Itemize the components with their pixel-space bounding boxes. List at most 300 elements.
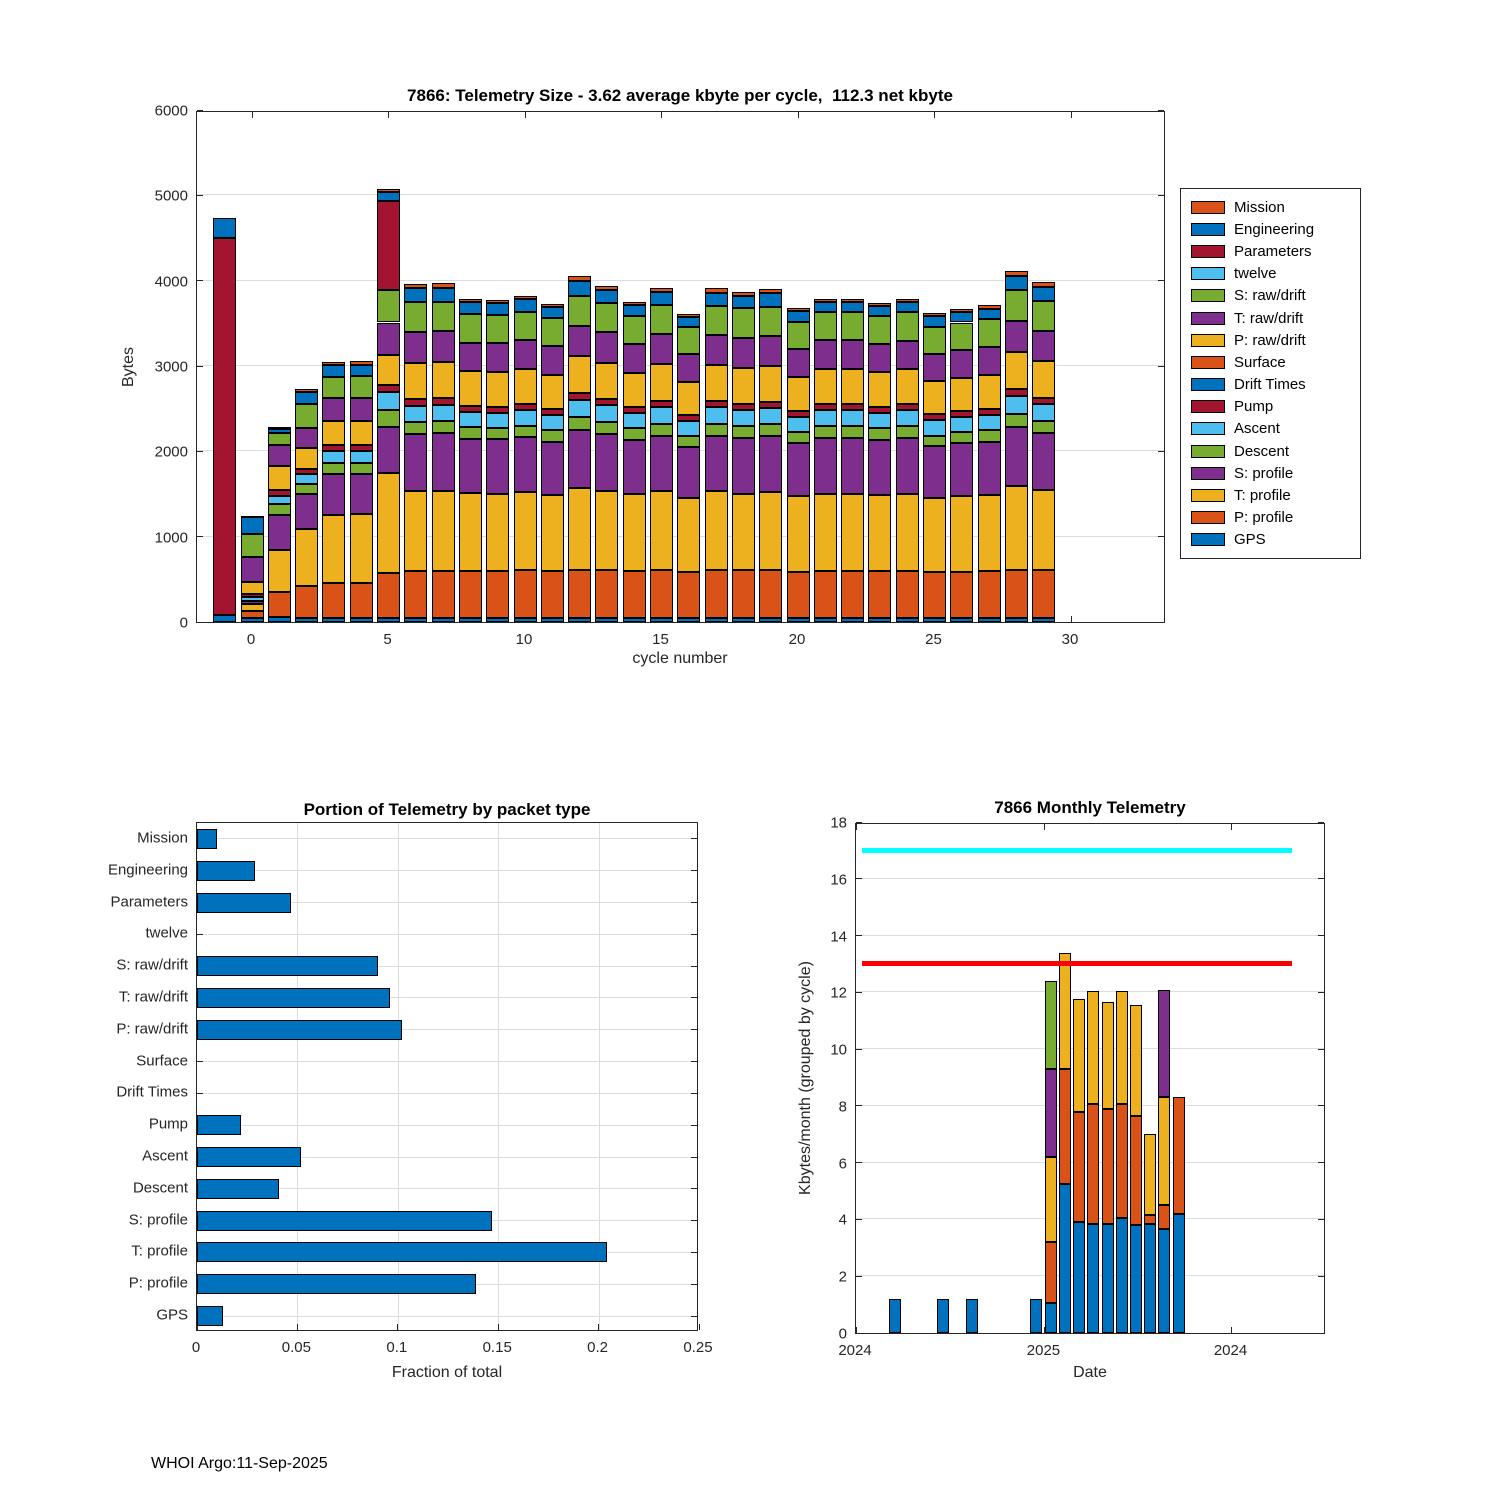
bar-segment-p--raw-drift (268, 466, 291, 490)
legend-swatch-icon (1191, 489, 1225, 502)
bar-segment-engineering (295, 392, 318, 404)
legend-swatch-icon (1191, 312, 1225, 325)
legend-item-label: P: profile (1234, 509, 1294, 527)
monthly-bar-segment-cycle-group-2 (1087, 991, 1099, 1105)
telemetry-bar-cycle-19 (759, 110, 782, 622)
portion-ytick-mark-r (691, 1093, 697, 1094)
bar-segment-mission (350, 361, 373, 365)
bar-segment-p--profile (377, 573, 400, 618)
telemetry-bar-cycle-4 (350, 110, 373, 622)
telemetry-bar-cycle-27 (978, 110, 1001, 622)
xtick-mark-30 (1071, 616, 1072, 622)
portion-xtick-0.25: 0.25 (683, 1339, 713, 1356)
bar-segment-p--profile (623, 571, 646, 618)
bar-segment-t--profile (322, 515, 345, 583)
monthly-ytick-4: 4 (838, 1211, 847, 1229)
legend-swatch-icon (1191, 378, 1225, 391)
monthly-bar-4 (1045, 822, 1057, 1333)
bar-segment-pump (377, 385, 400, 392)
legend-item-label: T: raw/drift (1234, 309, 1304, 327)
bar-segment-p--profile (295, 586, 318, 618)
bar-segment-mission (1005, 271, 1028, 276)
bar-segment-p--raw-drift (322, 421, 345, 445)
legend-item-label: Engineering (1234, 220, 1315, 238)
bar-segment-engineering (896, 302, 919, 312)
bar-segment-ascent (896, 410, 919, 426)
bar-segment-descent (841, 426, 864, 438)
monthly-ytick-mark-r-4 (1318, 1219, 1324, 1220)
portion-bar-p--profile (197, 1274, 476, 1294)
bar-segment-mission (541, 304, 564, 307)
monthly-bar-3 (1030, 822, 1042, 1333)
bar-segment-t--raw-drift (705, 335, 728, 365)
bar-segment-gps (541, 618, 564, 622)
bar-segment-s--raw-drift (841, 312, 864, 341)
bar-segment-t--profile (705, 491, 728, 570)
bar-segment-p--profile (568, 570, 591, 617)
bar-segment-gps (650, 618, 673, 622)
portion-xtick-0.15: 0.15 (482, 1339, 512, 1356)
bar-segment-ascent (1032, 404, 1055, 421)
bar-segment-descent (923, 436, 946, 447)
monthly-bar-segment-cycle-group-1 (1158, 1205, 1170, 1229)
legend-item-label: twelve (1234, 265, 1277, 283)
bar-segment-p--raw-drift (514, 369, 537, 404)
bar-segment-t--raw-drift (595, 332, 618, 362)
bar-segment-pump (705, 401, 728, 407)
legend-item-drift-times (1181, 374, 1360, 396)
bar-segment-p--raw-drift (404, 363, 427, 399)
legend-swatch-icon (1191, 400, 1225, 413)
telemetry-bar-cycle-16 (677, 110, 700, 622)
bar-segment-s--profile (568, 430, 591, 489)
bar-segment-p--profile (759, 570, 782, 617)
monthly-ytick-mark-2 (856, 1276, 862, 1277)
bar-segment-pump (677, 415, 700, 421)
bar-segment-p--raw-drift (568, 356, 591, 393)
portion-bar-s--raw-drift (197, 956, 378, 976)
cyan-reference-line (862, 848, 1292, 853)
legend-item-label: S: raw/drift (1234, 287, 1306, 305)
bar-segment-descent (295, 484, 318, 495)
bar-segment-t--raw-drift (514, 340, 537, 369)
legend-swatch-icon (1191, 533, 1225, 546)
bar-segment-ascent (705, 407, 728, 423)
legend-item-descent (1181, 440, 1360, 462)
monthly-bar-segment-cycle-group-0 (1073, 1222, 1085, 1333)
bar-segment-s--profile (923, 446, 946, 498)
bar-segment-t--profile (677, 498, 700, 572)
bar-segment-mission (432, 283, 455, 287)
monthly-bar-13 (1173, 822, 1185, 1333)
bar-segment-t--profile (350, 514, 373, 584)
bar-segment-pump (350, 445, 373, 451)
ytick-mark-r-5000 (1158, 195, 1164, 196)
bar-segment-engineering (759, 293, 782, 306)
bar-segment-p--raw-drift (841, 369, 864, 404)
bar-segment-mission (650, 288, 673, 291)
bar-segment-gps (814, 618, 837, 622)
bar-segment-mission (459, 299, 482, 303)
bar-segment-p--raw-drift (650, 364, 673, 400)
legend-item-label: GPS (1234, 531, 1266, 549)
monthly-ytick-10: 10 (830, 1041, 847, 1059)
bar-segment-pump (404, 399, 427, 405)
bar-segment-s--profile (705, 436, 728, 492)
bar-segment-gps (787, 618, 810, 622)
portion-category-drift-times: Drift Times (116, 1083, 188, 1101)
monthly-bar-segment-cycle-group-0 (1045, 1303, 1057, 1333)
portion-bar-p--raw-drift (197, 1020, 402, 1040)
bar-segment-pump (486, 407, 509, 413)
legend-swatch-icon (1191, 245, 1225, 258)
monthly-ytick-mark-4 (856, 1219, 862, 1220)
bar-segment-t--raw-drift (241, 557, 264, 583)
monthly-x-axis-label: Date (1073, 1364, 1107, 1381)
bar-segment-ascent (377, 392, 400, 410)
legend-item-t--profile (1181, 484, 1360, 506)
bar-segment-descent (896, 426, 919, 438)
bar-segment-descent (322, 463, 345, 474)
monthly-bar-segment-cycle-group-0 (1030, 1299, 1042, 1333)
monthly-bar-segment-cycle-group-0 (937, 1299, 949, 1333)
bar-segment-s--profile (486, 439, 509, 494)
monthly-bar-segment-cycle-group-2 (1045, 1157, 1057, 1242)
bar-segment-ascent (923, 420, 946, 435)
bar-segment-pump (568, 393, 591, 399)
portion-gridline-row (197, 1125, 697, 1126)
bar-segment-mission (268, 427, 291, 428)
bar-segment-mission (1032, 282, 1055, 287)
portion-category-s--raw-drift: S: raw/drift (116, 956, 188, 974)
bar-segment-ascent (759, 408, 782, 424)
bar-segment-descent (677, 436, 700, 447)
monthly-bar-6 (1073, 822, 1085, 1333)
bar-segment-s--profile (1005, 427, 1028, 487)
monthly-bar-segment-cycle-group-1 (1102, 1109, 1114, 1224)
monthly-ytick-mark-10 (856, 1049, 862, 1050)
telemetry-bar-cycle-9 (486, 110, 509, 622)
legend-swatch-icon (1191, 422, 1225, 435)
bar-segment-engineering (923, 316, 946, 327)
monthly-ytick-mark-18 (856, 822, 862, 823)
ytick-mark-1000 (197, 536, 203, 537)
telemetry-bar-cycle-5 (377, 110, 400, 622)
bar-segment-gps (350, 618, 373, 622)
telemetry-bar-cycle-1 (268, 110, 291, 622)
bar-segment-descent (978, 430, 1001, 441)
legend-swatch-icon (1191, 223, 1225, 236)
bar-segment-p--raw-drift (978, 375, 1001, 409)
bar-segment-p--profile (787, 572, 810, 618)
bar-segment-p--raw-drift (623, 373, 646, 407)
bar-segment-p--raw-drift (295, 448, 318, 469)
bar-segment-engineering (459, 302, 482, 314)
bar-segment-p--profile (486, 571, 509, 618)
bar-segment-t--raw-drift (568, 326, 591, 356)
bar-segment-pump (950, 411, 973, 417)
bar-segment-pump (1005, 389, 1028, 396)
telemetry-bar-cycle--1 (213, 110, 236, 622)
portion-plot-area (196, 822, 698, 1331)
monthly-bar-segment-cycle-group-1 (1173, 1097, 1185, 1213)
bar-segment-ascent (677, 421, 700, 436)
bar-segment-gps (705, 618, 728, 622)
bar-segment-t--raw-drift (923, 354, 946, 382)
monthly-ytick-mark-6 (856, 1162, 862, 1163)
monthly-ytick-mark-r-16 (1318, 878, 1324, 879)
bar-segment-gps (868, 618, 891, 622)
bar-segment-engineering (841, 302, 864, 312)
monthly-xtick-1: 2025 (1026, 1342, 1061, 1359)
ytick-mark-5000 (197, 195, 203, 196)
bar-segment-s--profile (759, 436, 782, 492)
portion-ytick-mark-r (691, 1220, 697, 1221)
bar-segment-p--raw-drift (814, 369, 837, 404)
monthly-ytick-mark-r-10 (1318, 1049, 1324, 1050)
xtick-label-25: 25 (925, 631, 942, 648)
legend-swatch-icon (1191, 201, 1225, 214)
bar-segment-p--profile (950, 572, 973, 618)
bar-segment-gps (268, 617, 291, 622)
legend-item-label: S: profile (1234, 464, 1294, 482)
bar-segment-t--profile (1005, 486, 1028, 569)
bar-segment-mission (759, 289, 782, 293)
bar-segment-s--raw-drift (978, 319, 1001, 347)
bar-segment-p--raw-drift (759, 366, 782, 402)
legend-item-label: Parameters (1234, 242, 1312, 260)
bar-segment-mission (787, 308, 810, 311)
bar-segment-ascent (732, 410, 755, 426)
monthly-bar-segment-cycle-group-4 (1045, 981, 1057, 1069)
bar-segment-ascent (459, 412, 482, 428)
portion-ytick-mark-r (691, 902, 697, 903)
monthly-xtick-mark-t-2 (1231, 824, 1232, 830)
telemetry-bar-cycle-10 (514, 110, 537, 622)
bar-segment-gps (241, 618, 264, 622)
bar-segment-pump (595, 399, 618, 405)
bar-segment-engineering (213, 218, 236, 238)
monthly-ytick-mark-r-12 (1318, 992, 1324, 993)
bar-segment-t--raw-drift (1032, 331, 1055, 362)
bar-segment-pump (787, 411, 810, 417)
bar-segment-p--profile (868, 571, 891, 618)
bar-segment-engineering (377, 192, 400, 201)
bar-segment-mission (295, 389, 318, 392)
bar-segment-t--raw-drift (787, 349, 810, 377)
bar-segment-descent (568, 417, 591, 430)
bar-segment-engineering (350, 365, 373, 377)
bar-segment-s--profile (541, 442, 564, 496)
bar-segment-engineering (1032, 287, 1055, 301)
bar-segment-ascent (486, 413, 509, 429)
bar-segment-s--profile (377, 427, 400, 472)
bar-segment-gps (459, 618, 482, 622)
bar-segment-descent (514, 426, 537, 437)
bar-segment-gps (568, 618, 591, 622)
bar-segment-descent (868, 428, 891, 440)
ytick-label-0: 0 (179, 614, 188, 632)
portion-gridline-row (197, 838, 697, 839)
ytick-mark-r-3000 (1158, 366, 1164, 367)
portion-ytick-mark (197, 1061, 203, 1062)
monthly-bar-1 (937, 822, 949, 1333)
bar-segment-ascent (568, 400, 591, 417)
portion-bar-t--raw-drift (197, 988, 390, 1008)
bar-segment-gps (295, 618, 318, 622)
bar-segment-descent (787, 432, 810, 443)
bar-segment-t--raw-drift (759, 336, 782, 366)
bar-segment-t--profile (868, 495, 891, 571)
bar-segment-pump (759, 402, 782, 408)
monthly-bar-segment-cycle-group-0 (1102, 1224, 1114, 1333)
telemetry-bar-cycle-2 (295, 110, 318, 622)
legend-swatch-icon (1191, 467, 1225, 480)
bar-segment-s--raw-drift (950, 323, 973, 350)
bar-segment-p--profile (459, 571, 482, 618)
telemetry-bar-cycle-25 (923, 110, 946, 622)
bar-segment-p--raw-drift (241, 582, 264, 594)
legend-item-s--raw-drift (1181, 285, 1360, 307)
ytick-mark-r-0 (1158, 622, 1164, 623)
portion-ytick-mark-r (691, 1252, 697, 1253)
telemetry-size-plot-area (196, 111, 1165, 623)
bar-segment-engineering (978, 309, 1001, 319)
ytick-mark-4000 (197, 280, 203, 281)
bar-segment-s--profile (732, 438, 755, 494)
bar-segment-s--profile (950, 443, 973, 495)
monthly-bar-segment-cycle-group-3 (1158, 990, 1170, 1098)
monthly-bar-11 (1144, 822, 1156, 1333)
portion-xtick-mark-0.1 (397, 1324, 398, 1330)
bar-segment-t--profile (432, 491, 455, 571)
bar-segment-engineering (486, 303, 509, 315)
bar-segment-descent (732, 426, 755, 438)
bar-segment-ascent (514, 410, 537, 426)
bar-segment-engineering (568, 281, 591, 296)
bar-segment-s--raw-drift (322, 377, 345, 399)
bar-segment-engineering (732, 296, 755, 308)
bar-segment-p--raw-drift (486, 372, 509, 407)
ytick-label-2000: 2000 (154, 443, 188, 461)
bar-segment-pump (623, 407, 646, 413)
ytick-mark-r-6000 (1158, 110, 1164, 111)
bar-segment-engineering (677, 317, 700, 327)
bar-segment-ascent (541, 415, 564, 431)
portion-chart-title: Portion of Telemetry by packet type (303, 800, 591, 819)
bar-segment-mission (514, 296, 537, 299)
bar-segment-t--profile (950, 496, 973, 572)
portion-xtick-0.2: 0.2 (587, 1339, 609, 1356)
monthly-ytick-mark-0 (856, 1333, 862, 1334)
monthly-bar-segment-cycle-group-0 (1158, 1229, 1170, 1333)
ytick-mark-6000 (197, 110, 203, 111)
bar-segment-s--raw-drift (732, 308, 755, 337)
portion-category-twelve: twelve (145, 924, 188, 942)
bar-segment-engineering (322, 365, 345, 377)
bar-segment-engineering (623, 305, 646, 315)
bar-segment-p--profile (241, 611, 264, 617)
bar-segment-p--profile (705, 570, 728, 617)
legend-item-label: Mission (1234, 198, 1285, 216)
bar-segment-pump (432, 398, 455, 404)
ytick-mark-3000 (197, 366, 203, 367)
bar-segment-s--raw-drift (350, 376, 373, 398)
bar-segment-gps (514, 618, 537, 622)
bar-segment-t--raw-drift (950, 350, 973, 378)
bar-segment-s--raw-drift (623, 316, 646, 344)
telemetry-bar-cycle-24 (896, 110, 919, 622)
bar-segment-s--profile (241, 601, 264, 604)
red-reference-line (862, 961, 1292, 966)
bar-segment-s--profile (896, 438, 919, 493)
bar-segment-pump (295, 469, 318, 474)
bar-segment-p--profile (322, 583, 345, 618)
portion-ytick-mark (197, 934, 203, 935)
bar-segment-mission (841, 299, 864, 302)
portion-category-s--profile: S: profile (128, 1211, 188, 1229)
bar-segment-p--raw-drift (595, 363, 618, 399)
portion-ytick-mark-r (691, 1284, 697, 1285)
bar-segment-mission (595, 286, 618, 290)
bar-segment-s--raw-drift (1005, 290, 1028, 321)
bar-segment-t--profile (841, 494, 864, 571)
bar-segment-p--profile (841, 571, 864, 618)
legend-item-label: Pump (1234, 398, 1274, 416)
bar-segment-p--profile (814, 571, 837, 618)
monthly-xtick-mark-2 (1231, 1327, 1232, 1333)
monthly-ytick-mark-12 (856, 992, 862, 993)
bar-segment-t--raw-drift (486, 343, 509, 372)
bar-segment-mission (732, 292, 755, 296)
portion-ytick-mark-r (691, 997, 697, 998)
ytick-label-3000: 3000 (154, 358, 188, 376)
portion-category-surface: Surface (136, 1052, 188, 1070)
legend-item-p--profile (1181, 507, 1360, 529)
bar-segment-ascent (868, 413, 891, 429)
bar-segment-gps (759, 618, 782, 622)
bar-segment-pump (650, 401, 673, 407)
bar-segment-t--profile (241, 604, 264, 611)
bar-segment-s--profile (595, 434, 618, 491)
bar-segment-p--raw-drift (868, 372, 891, 406)
legend-box (1180, 188, 1361, 559)
bar-segment-pump (1032, 398, 1055, 404)
bar-segment-descent (759, 424, 782, 436)
bar-segment-t--profile (1032, 490, 1055, 571)
telemetry-bar-cycle-12 (568, 110, 591, 622)
legend-item-ascent (1181, 418, 1360, 440)
bar-segment-s--raw-drift (814, 312, 837, 341)
bar-segment-t--raw-drift (1005, 321, 1028, 352)
telemetry-bar-cycle-26 (950, 110, 973, 622)
legend-item-engineering (1181, 218, 1360, 240)
bar-segment-mission (978, 305, 1001, 308)
telemetry-bar-cycle-18 (732, 110, 755, 622)
bar-segment-t--raw-drift (677, 354, 700, 382)
monthly-ytick-mark-r-14 (1318, 935, 1324, 936)
portion-bar-descent (197, 1179, 279, 1199)
bar-segment-s--profile (978, 442, 1001, 495)
portion-xtick-mark-0.25 (699, 1324, 700, 1330)
bar-segment-descent (404, 422, 427, 434)
monthly-bar-12 (1158, 822, 1170, 1333)
bar-segment-gps (677, 618, 700, 622)
bar-segment-engineering (268, 429, 291, 434)
bar-segment-s--profile (841, 438, 864, 494)
bar-segment-s--profile (623, 440, 646, 495)
telemetry-bar-cycle-23 (868, 110, 891, 622)
